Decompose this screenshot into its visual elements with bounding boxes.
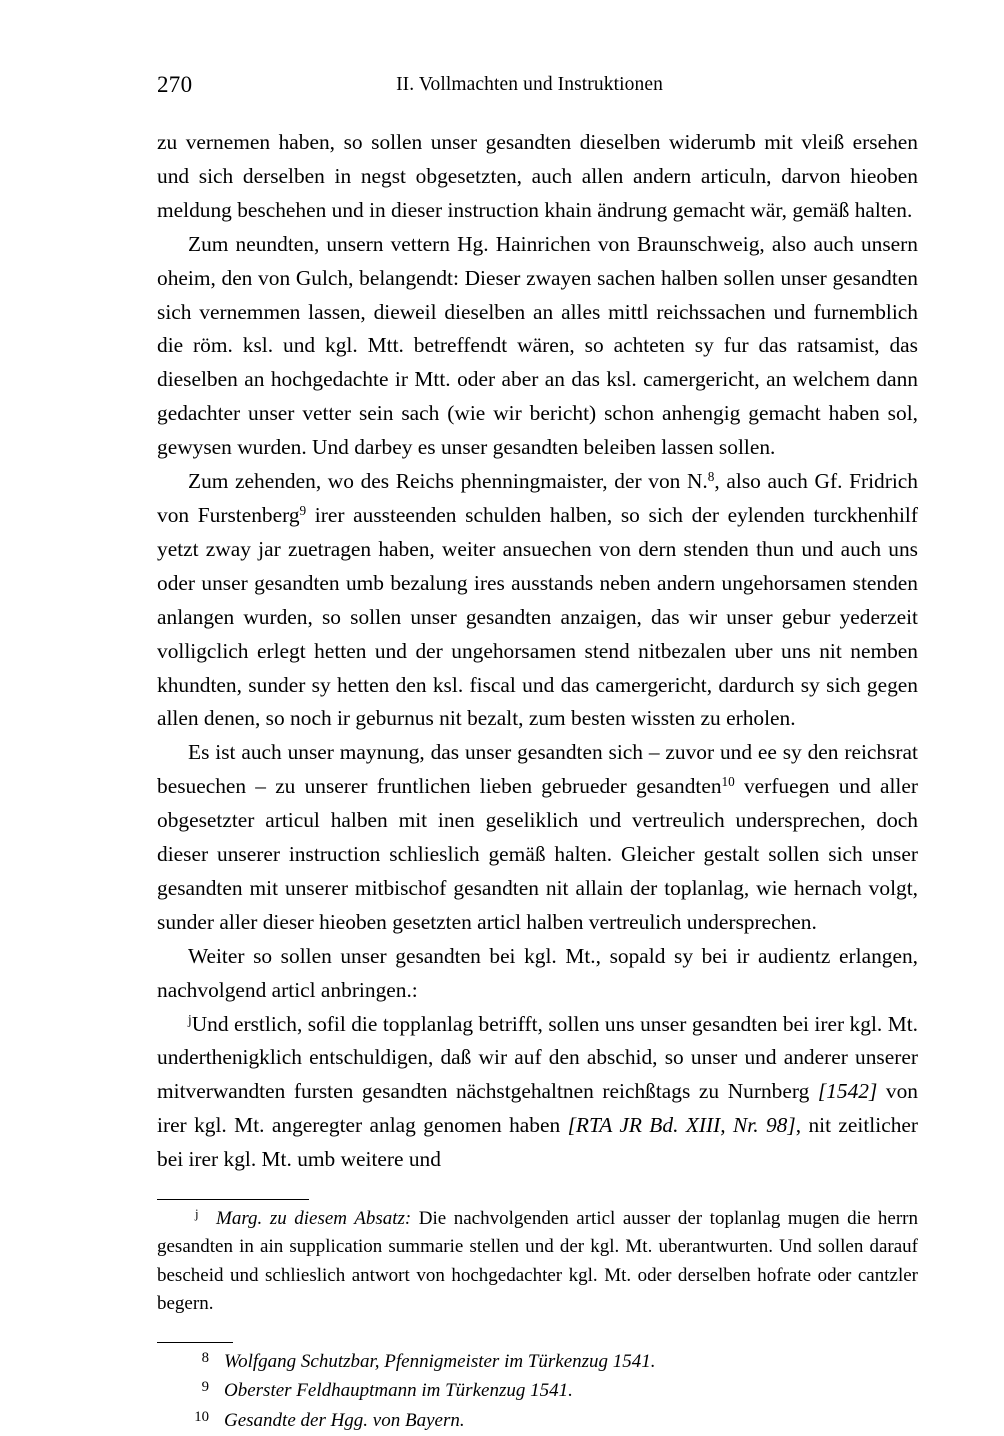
apparatus-note <box>157 1205 918 1318</box>
body-text <box>157 126 918 1177</box>
running-head-title: II. Vollmachten und Instruktionen <box>396 74 663 95</box>
apparatus-note-text: Die nachvolgenden articl ausser der toplanlag mugen die herrn gesandten in ain supplication summarie stellen und der kgl. Mt. uberantwurten. Und sollen darauf bescheid und schlieslich antwort von hochgedachter kgl. Mt. oder derselben hofrate oder cantzler begern. <box>157 1208 919 1314</box>
footnote-reference[interactable]: 10 <box>721 774 735 790</box>
apparatus-separator-rule <box>157 1199 309 1200</box>
footnote-item <box>157 1407 918 1436</box>
apparatus-notes <box>157 1205 918 1318</box>
editorial-citation: [RTA JR Bd. XIII, Nr. 98] <box>567 1113 796 1138</box>
paragraph: Zum neundten, unsern vettern Hg. Hainrichen von Braunschweig, also auch unsern oheim, den von Gulch, belangendt: Dieser zwayen sachen halben sollen unser gesandten sich vernemmen lassen, dieweil dieselben an alles mittl reichssachen und furnemblich die röm. ksl. und kgl. Mtt. betreffendt wären, so achteten sy fur das ratsamist, das dieselben an hochgedachte ir Mtt. oder aber an das ksl. camergericht, an welchem dann gedachter unser vetter sein sach (wie wir bericht) schon anhengig gemacht haben sol, gewysen wurden. Und darbey es unser gesandten beleiben lassen sollen. <box>157 231 918 460</box>
editorial-citation: [1542] <box>817 1079 878 1104</box>
paragraph: Weiter so sollen unser gesandten bei kgl. Mt., sopald sy bei ir audientz erlangen, nachvolgend articl anbringen.: <box>157 943 918 1002</box>
page-content <box>157 0 918 1436</box>
footnote-text: Gesandte der Hgg. von Bayern. <box>224 1409 465 1431</box>
apparatus-note-lead-in: Marg. zu diesem Absatz: <box>216 1208 412 1230</box>
footnote-text: Wolfgang Schutzbar, Pfennigmeister im Türkenzug 1541. <box>224 1350 656 1372</box>
paragraph: zu vernemen haben, so sollen unser gesandten dieselben widerumb mit vleiß ersehen und sich derselben in negst obgesetzten, auch allen andern articuln, darvon hieoben meldung beschehen und in dieser instruction khain ändrung gemacht wär, gemäß halten. <box>157 130 918 222</box>
footnote-separator-rule <box>157 1342 233 1343</box>
footnote-item <box>157 1377 918 1407</box>
apparatus-note-marker: j <box>195 1206 199 1222</box>
running-head <box>157 72 918 116</box>
footnotes-block <box>157 1342 918 1436</box>
footnote-text: Oberster Feldhauptmann im Türkenzug 1541. <box>224 1380 573 1402</box>
footnote-reference[interactable]: 9 <box>299 503 307 519</box>
paragraph: Zum zehenden, wo des Reichs phenningmaister, der von N.$^8$, also auch Gf. Fridrich von Furstenberg$^9$ irer aussteenden schulden halben, so sich der eylenden turckhenhilf yetzt zway jar zuetragen haben, weiter ansuechen von dern stenden thun und auch uns oder unser gesandten umb bezalung ires ausstands neben andern ungehorsamen stenden anlangen wurden, so sollen unser gesandten anzaigen, das wir unser gebur yederzeit volligclich erlegt hetten und der ungehorsamen stend nitbezalen uber uns nit nemben khundten, sunder sy hetten den ksl. fiscal und das camergericht, dardurch sy sich gegen allen denen, so noch ir geburnus nit bezalt, zum besten wissten zu erholen. <box>157 469 918 731</box>
footnote-number: 10 <box>194 1408 209 1425</box>
footnote-number: 8 <box>201 1349 209 1366</box>
footnote-item <box>157 1348 918 1378</box>
apparatus-reference[interactable]: j <box>188 1011 192 1027</box>
paragraph: Es ist auch unser maynung, das unser gesandten sich – zuvor und ee sy den reichsrat besuechen – zu unserer fruntlichen lieben gebrueder gesandten$^{10}$ verfuegen und aller obgesetzter articul halben mit inen geseliklich und vertreulich undersprechen, doch dieser unserer instruction schlieslich gemäß halten. Gleicher gestalt sollen sich unser gesandten mit unserer mitbischof gesandten nit allain der toplanlag, wie hernach volgt, sunder aller dieser hieoben gesetzten articl halben vertreulich undersprechen. <box>157 740 918 934</box>
apparatus-block <box>157 1199 918 1318</box>
footnote-number: 9 <box>201 1379 209 1396</box>
page-number: 270 <box>157 72 193 97</box>
paragraph: $^j$Und erstlich, sofil die topplanlag betrifft, sollen uns unser gesandten bei irer kgl. Mt. underthenigklich entschuldigen, daß wir auf den abschid, so unser und anderer unserer mitverwandten fursten gesandten nächstgehaltnen reichßtags zu Nurnberg [1542] von irer kgl. Mt. angeregter anlag genomen haben [RTA JR Bd. XIII, Nr. 98], nit zeitlicher bei irer kgl. Mt. umb weitere und <box>157 1011 919 1172</box>
footnote-reference[interactable]: 8 <box>707 469 715 485</box>
